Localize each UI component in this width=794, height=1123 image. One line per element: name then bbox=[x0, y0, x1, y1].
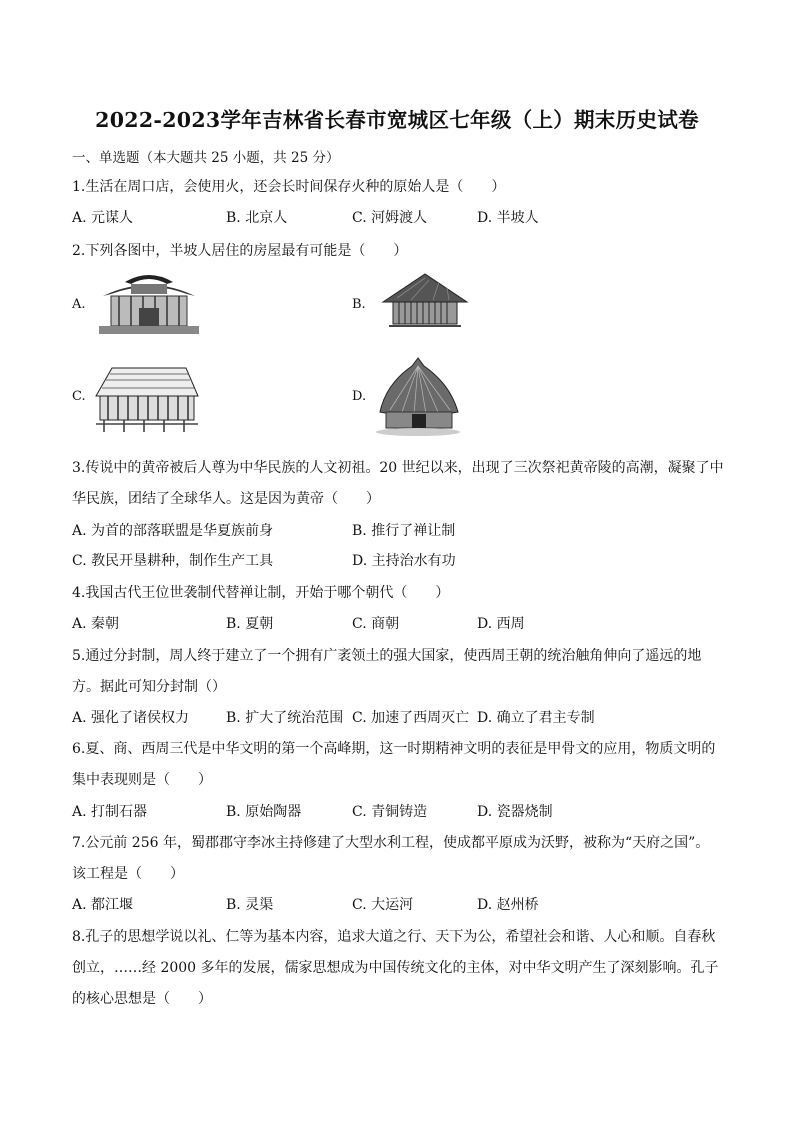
question-8-stem-line1: 8.孔子的思想学说以礼、仁等为基本内容，追求大道之行、天下为公，希望社会和谐、人心和顺。自春秋 bbox=[72, 929, 716, 945]
page-title: 2022-2023学年吉林省长春市宽城区七年级（上）期末历史试卷 bbox=[95, 108, 699, 132]
question-1-option-a[interactable]: A. 元谋人 bbox=[72, 210, 134, 226]
question-2-option-b[interactable]: B. bbox=[352, 297, 366, 312]
question-6-stem-line2: 集中表现则是（ ） bbox=[72, 772, 212, 788]
house-image-d bbox=[372, 354, 464, 438]
question-4-option-a[interactable]: A. 秦朝 bbox=[72, 616, 120, 632]
question-3-stem-line1: 3.传说中的黄帝被后人尊为中华民族的人文初祖。20 世纪以来，出现了三次祭祀黄帝陵的高潮，凝聚了中 bbox=[72, 460, 724, 476]
question-6-option-d[interactable]: D. 瓷器烧制 bbox=[477, 804, 553, 820]
question-1-option-c[interactable]: C. 河姆渡人 bbox=[352, 210, 428, 226]
question-7-stem-line1: 7.公元前 256 年，蜀郡郡守李冰主持修建了大型水利工程，使成都平原成为沃野，被称为“天府之国”。 bbox=[72, 835, 710, 851]
question-3-option-a[interactable]: A. 为首的部落联盟是华夏族前身 bbox=[72, 523, 274, 539]
question-7-option-a[interactable]: A. 都江堰 bbox=[72, 897, 134, 913]
question-4-stem: 4.我国古代王位世袭制代替禅让制，开始于哪个朝代（ ） bbox=[72, 585, 450, 601]
question-8-stem-line2: 创立，……经 2000 多年的发展，儒家思想成为中国传统文化的主体，对中华文明产生了深刻影响。孔子 bbox=[72, 960, 719, 976]
question-3-stem-line2: 华民族，团结了全球华人。这是因为黄帝（ ） bbox=[72, 491, 380, 507]
question-1-stem: 1.生活在周口店，会使用火，还会长时间保存火种的原始人是（ ） bbox=[72, 179, 506, 195]
question-2-stem: 2.下列各图中，半坡人居住的房屋最有可能是（ ） bbox=[72, 243, 408, 259]
house-image-b bbox=[377, 268, 473, 334]
question-2-option-a[interactable]: A. bbox=[72, 297, 86, 312]
question-7-stem-line2: 该工程是（ ） bbox=[72, 866, 184, 882]
question-6-option-a[interactable]: A. 打制石器 bbox=[72, 804, 148, 820]
question-3-option-d[interactable]: D. 主持治水有功 bbox=[352, 553, 456, 569]
question-1-option-d[interactable]: D. 半坡人 bbox=[477, 210, 539, 226]
question-3-option-b[interactable]: B. 推行了禅让制 bbox=[352, 523, 456, 539]
question-5-stem-line1: 5.通过分封制，周人终于建立了一个拥有广袤领土的强大国家，使西周王朝的统治触角伸向了遥远的地 bbox=[72, 648, 702, 664]
question-7-option-c[interactable]: C. 大运河 bbox=[352, 897, 414, 913]
house-image-c bbox=[90, 362, 202, 436]
question-1-option-b[interactable]: B. 北京人 bbox=[226, 210, 288, 226]
question-5-option-a[interactable]: A. 强化了诸侯权力 bbox=[72, 710, 190, 726]
question-8-stem-line3: 的核心思想是（ ） bbox=[72, 991, 212, 1007]
question-5-option-d[interactable]: D. 确立了君主专制 bbox=[477, 710, 595, 726]
house-image-a bbox=[95, 268, 203, 338]
question-5-option-c[interactable]: C. 加速了西周灭亡 bbox=[352, 710, 470, 726]
question-7-option-d[interactable]: D. 赵州桥 bbox=[477, 897, 539, 913]
question-2-option-d[interactable]: D. bbox=[352, 389, 367, 404]
question-3-option-c[interactable]: C. 教民开垦耕种，制作生产工具 bbox=[72, 553, 274, 569]
question-6-option-c[interactable]: C. 青铜铸造 bbox=[352, 804, 428, 820]
question-4-option-b[interactable]: B. 夏朝 bbox=[226, 616, 274, 632]
question-4-option-d[interactable]: D. 西周 bbox=[477, 616, 525, 632]
question-4-option-c[interactable]: C. 商朝 bbox=[352, 616, 400, 632]
question-5-stem-line2: 方。据此可知分封制（） bbox=[72, 679, 226, 695]
question-2-option-c[interactable]: C. bbox=[72, 389, 86, 404]
section-heading: 一、单选题（本大题共 25 小题，共 25 分） bbox=[72, 150, 340, 166]
question-7-option-b[interactable]: B. 灵渠 bbox=[226, 897, 274, 913]
question-6-option-b[interactable]: B. 原始陶器 bbox=[226, 804, 302, 820]
question-5-option-b[interactable]: B. 扩大了统治范围 bbox=[226, 710, 344, 726]
question-6-stem-line1: 6.夏、商、西周三代是中华文明的第一个高峰期，这一时期精神文明的表征是甲骨文的应用，物质文明的 bbox=[72, 741, 716, 757]
